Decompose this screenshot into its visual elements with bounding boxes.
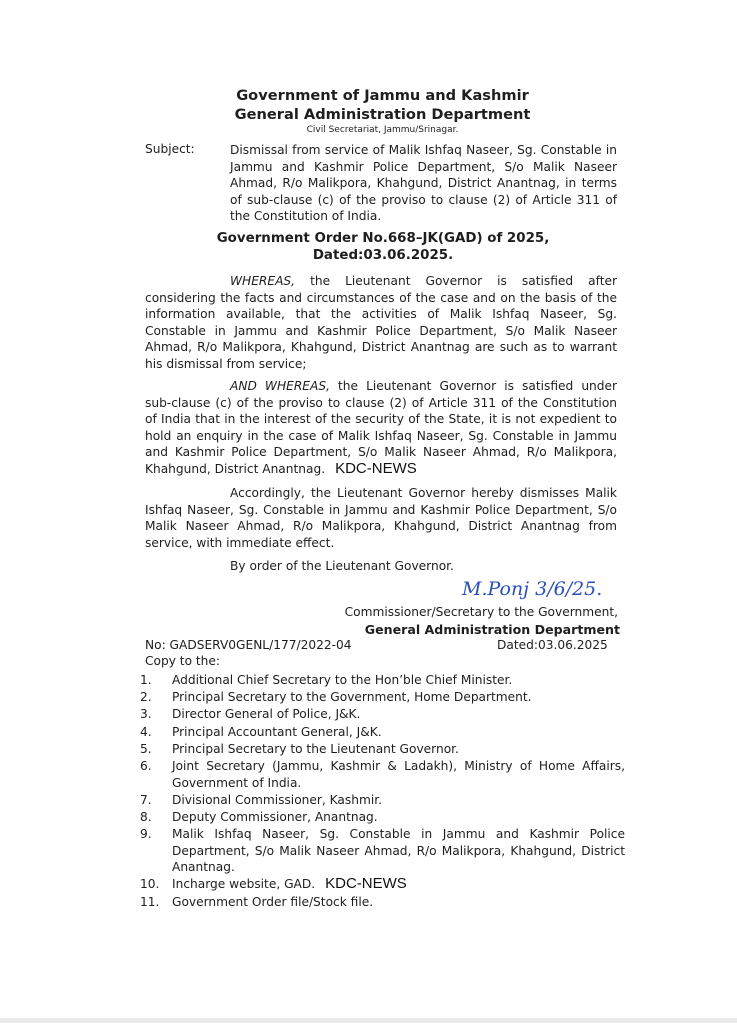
item-text: Government Order file/Stock file.	[172, 894, 374, 909]
copy-list-item	[140, 724, 625, 741]
and-whereas-text: the Lieutenant Governor is satisfied under sub-clause (c) of the proviso to clause (2) of Article 311 of the Constitution of India that in the interest of the security of the State, it is not expedient to hold an enquiry in the case of Malik Ishfaq Naseer, Sg. Constable in Jammu and Kashmir Police Department, S/o Malik Naseer Ahmad, R/o Malikpora, Khahgund, District Anantnag.	[145, 379, 618, 476]
order-number: Government Order No.668–JK(GAD) of 2025,	[216, 231, 550, 246]
signatory-department: General Administration Department	[364, 622, 620, 637]
copy-list-item	[140, 876, 625, 893]
copy-list-item	[140, 706, 625, 723]
item-number: 11.	[140, 894, 160, 909]
item-text: Divisional Commissioner, Kashmir.	[172, 792, 382, 807]
item-number: 8.	[140, 809, 152, 824]
copy-list-item	[140, 758, 625, 791]
copy-list-item	[140, 741, 625, 758]
subject-text: Dismissal from service of Malik Ishfaq Naseer, Sg. Constable in Jammu and Kashmir Police Department, S/o Malik Naseer Ahmad, R/o Malikpora, Khahgund, District Anantnag, in terms of sub-clause (c) of the proviso to clause (2) of Article 311 of the Constitution of India.	[230, 143, 617, 224]
item-number: 6.	[140, 758, 152, 773]
copy-list-item	[140, 809, 625, 826]
whereas-text: the Lieutenant Governor is satisfied after considering the facts and circumstances of the case and on the basis of the information available, that the activities of Malik Ishfaq Naseer, Sg. Constable in Jammu and Kashmir Police Department, S/o Malik Naseer Ahmad, R/o Malikpora, Khahgund, District Anantnag are such as to warrant his dismissal from service;	[145, 274, 617, 371]
whereas-lead: WHEREAS,	[230, 274, 296, 288]
signatory-designation: Commissioner/Secretary to the Government,	[344, 605, 618, 619]
paragraph-whereas	[145, 273, 617, 373]
item-number: 5.	[140, 741, 152, 756]
copy-list-item	[140, 894, 625, 911]
item-text: Malik Ishfaq Naseer, Sg. Constable in Jammu and Kashmir Police Department, S/o Malik Naseer Ahmad, R/o Malikpora, Khahgund, District Anantnag.	[172, 827, 625, 875]
watermark: KDC-NEWS	[325, 875, 407, 893]
item-text: Director General of Police, J&K.	[172, 707, 361, 722]
reference-date: Dated:03.06.2025	[497, 638, 608, 652]
item-text: Incharge website, GAD.	[172, 877, 316, 892]
copy-list-item	[140, 672, 625, 689]
copy-list-item	[140, 826, 625, 876]
item-text: Principal Accountant General, J&K.	[172, 724, 382, 739]
item-number: 10.	[140, 877, 160, 892]
item-text: Deputy Commissioner, Anantnag.	[172, 809, 378, 824]
accordingly-text: Accordingly, the Lieutenant Governor hereby dismisses Malik Ishfaq Naseer, Sg. Constable in Jammu and Kashmir Police Department, S/o Malik Naseer Ahmad, R/o Malikpora, Khahgund, District Anantnag from service, with immediate effect.	[145, 486, 617, 550]
header-department: General Administration Department	[234, 106, 531, 123]
header-address: Civil Secretariat, Jammu/Srinagar.	[306, 125, 459, 135]
item-number: 1.	[140, 673, 152, 687]
reference-number: No: GADSERV0GENL/177/2022-04	[145, 638, 352, 652]
page-bottom-edge	[0, 1018, 737, 1023]
item-number: 4.	[140, 724, 152, 739]
copy-list-item	[140, 792, 625, 809]
item-number: 9.	[140, 827, 152, 842]
watermark: KDC-NEWS	[335, 459, 417, 477]
order-date: Dated:03.06.2025.	[312, 248, 454, 263]
header-government: Government of Jammu and Kashmir	[236, 87, 529, 104]
copy-to-label: Copy to the:	[145, 654, 221, 668]
and-whereas-lead: AND WHEREAS,	[230, 379, 330, 393]
item-text: Joint Secretary (Jammu, Kashmir & Ladakh), Ministry of Home Affairs, Government of India.	[172, 758, 625, 790]
copy-list-item	[140, 689, 625, 706]
paragraph-accordingly	[145, 485, 617, 551]
item-number: 7.	[140, 792, 152, 807]
subject-label: Subject:	[145, 142, 195, 156]
item-text: Principal Secretary to the Lieutenant Governor.	[172, 741, 459, 756]
item-text: Additional Chief Secretary to the Hon’ble Chief Minister.	[172, 673, 513, 687]
item-text: Principal Secretary to the Government, Home Department.	[172, 690, 532, 705]
copy-list	[140, 672, 625, 911]
item-number: 2.	[140, 690, 152, 705]
item-number: 3.	[140, 707, 152, 722]
signature: M.Ponj 3/6/25.	[462, 578, 603, 600]
by-order-text: By order of the Lieutenant Governor.	[230, 559, 454, 573]
paragraph-and-whereas	[145, 378, 617, 478]
